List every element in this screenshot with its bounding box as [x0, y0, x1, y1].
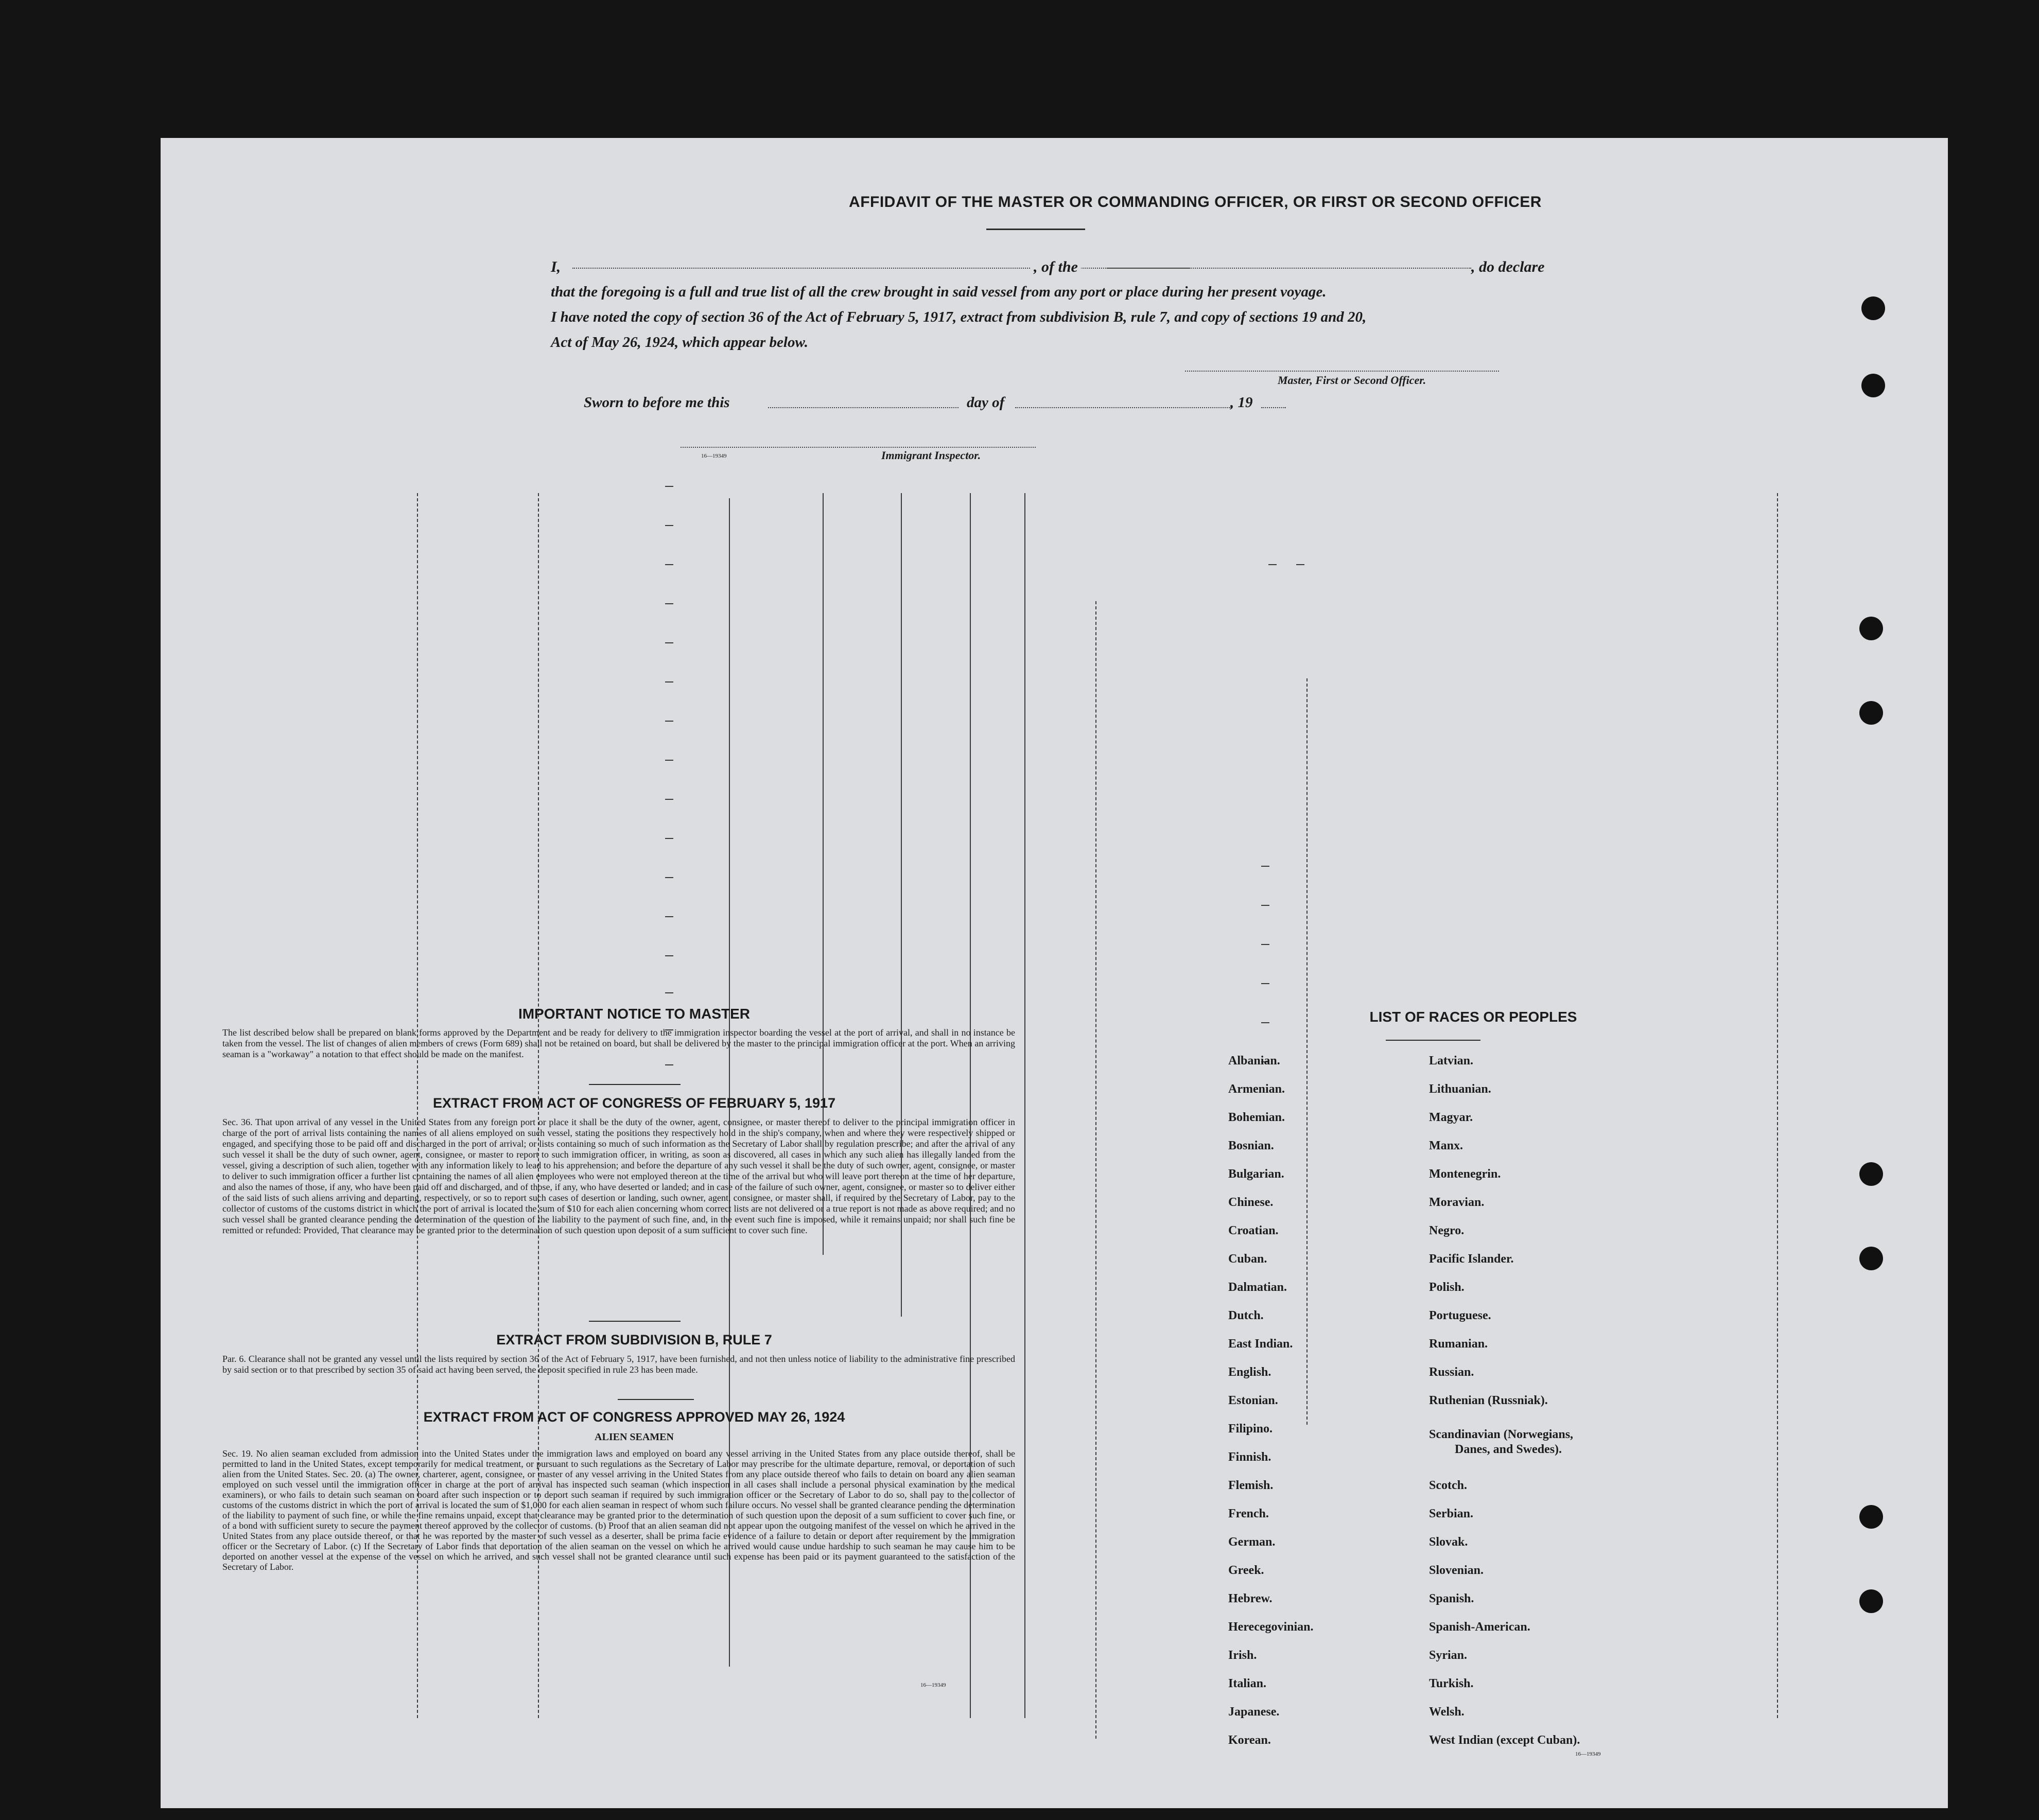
ruling-line — [1306, 678, 1308, 1425]
divider — [1386, 1040, 1480, 1041]
declaration-line-3: Act of May 26, 1924, which appear below. — [551, 334, 808, 351]
punch-hole — [1859, 617, 1883, 640]
race-item: Croatian. — [1228, 1224, 1279, 1237]
race-item: East Indian. — [1228, 1337, 1293, 1351]
form-number-top: 16—19349 — [701, 453, 727, 459]
race-item: Magyar. — [1429, 1111, 1473, 1124]
sworn-label: Sworn to before me this — [584, 394, 730, 411]
tick-mark — [665, 877, 673, 878]
tick-mark — [665, 525, 673, 526]
punch-hole — [1861, 374, 1885, 397]
divider — [589, 1084, 681, 1085]
race-item: Finnish. — [1228, 1450, 1271, 1464]
race-item: Albanian. — [1228, 1054, 1280, 1068]
affidavit-title: AFFIDAVIT OF THE MASTER OR COMMANDING OFFICER, OR FIRST OR SECOND OFFICER — [849, 194, 1542, 211]
tick-mark — [665, 721, 673, 722]
rule7-text: Par. 6. Clearance shall not be granted any vessel until the lists required by section 36 of the Act of February 5, 1917, have been furnished, and not then unless notice of liability to the administrative fine prescribed by said section or to that prescribed by section 35 of said act having been served, the deposit specified in rule 23 has been made. — [222, 1354, 1015, 1375]
race-item: Flemish. — [1228, 1479, 1274, 1492]
punch-hole — [1859, 1162, 1883, 1186]
tick-mark — [665, 681, 673, 682]
alien-seamen-subtitle: ALIEN SEAMEN — [595, 1431, 674, 1443]
race-item: Ruthenian (Russniak). — [1429, 1394, 1548, 1407]
race-item: Serbian. — [1429, 1507, 1474, 1520]
race-item: Slovenian. — [1429, 1564, 1484, 1577]
tick-mark — [1261, 983, 1269, 984]
race-item: Japanese. — [1228, 1705, 1280, 1719]
declarant-name-field[interactable] — [572, 268, 1190, 269]
race-item: English. — [1228, 1366, 1271, 1379]
tick-mark — [1261, 905, 1269, 906]
race-item: Spanish. — [1429, 1592, 1474, 1605]
sworn-year-field[interactable] — [1261, 407, 1286, 408]
year-label: , 19 — [1230, 394, 1253, 411]
document-page — [161, 138, 1948, 1808]
declaration-line-2: I have noted the copy of section 36 of the Act of February 5, 1917, extract from subdivision B, rule 7, and copy of sections 19 and 20, — [551, 309, 1367, 325]
tick-mark — [665, 1064, 673, 1065]
rule7-title: EXTRACT FROM SUBDIVISION B, RULE 7 — [496, 1332, 772, 1347]
race-item: Filipino. — [1228, 1422, 1273, 1436]
race-item: Irish. — [1228, 1649, 1257, 1662]
tick-mark — [1296, 564, 1304, 565]
race-item: Bulgarian. — [1228, 1167, 1284, 1181]
race-item: French. — [1228, 1507, 1269, 1520]
tick-mark — [1261, 866, 1269, 867]
tick-mark — [665, 603, 673, 604]
race-item: Turkish. — [1429, 1677, 1474, 1690]
race-item: Dutch. — [1228, 1309, 1264, 1322]
race-item: Pacific Islander. — [1429, 1252, 1514, 1266]
race-item: Bosnian. — [1228, 1139, 1274, 1152]
extract-1917-text: Sec. 36. That upon arrival of any vessel in the United States from any foreign port or place it shall be the duty of the owner, agent, consignee, or master thereof to deliver to the principal immigration officer in charge of the port of arrival lists containing the names of all aliens employed on such vessel, stating the positions they respectively hold in the ship's company, when and where they were respectively shipped or engaged, and specifying those to be paid off and discharged in the port of arrival; or lists containing so much of such information as the Secretary of Labor shall by regulation prescribe; and after the arrival of any such vessel it shall be the duty of such owner, agent, consignee, or master to report to such immigration officer, in writing, as soon as discovered, all cases in which any such alien has illegally landed from the vessel, giving a description of such alien, together with any information likely to lead to his apprehension; and before the departure of any such vessel it shall be the duty of such owner, agent, consignee, or master to deliver to such immigration officer a further list containing the names of all alien employees who were not employed thereon at the time of the arrival but who will leave port thereon at the time of her departure, and also the names of those, if any, who have been paid off and discharged, and of those, if any, who have deserted or landed; and in case of the failure of such owner, agent, consignee, or master so to deliver either of the said lists of such aliens arriving and departing, respectively, or so to report such cases of desertion or landing, such owner, agent, consignee, or master shall, if required by the Secretary of Labor, pay to the collector of customs of the customs district in which the port of arrival is located the sum of $10 for each alien concerning whom correct lists are not delivered or a true report is not made as above required; and no such vessel shall be granted clearance pending the determination of the question of the liability to the payment of such fine, and, in the event such fine is imposed, while it remains unpaid; nor shall such fine be remitted or refunded: Provided, That clearance may be granted prior to the determination of such question upon deposit of a sum sufficient to cover such fine. — [222, 1117, 1015, 1235]
tick-mark — [665, 760, 673, 761]
punch-hole — [1861, 296, 1885, 320]
do-declare-label: , do declare — [1471, 258, 1545, 275]
race-item: Danes, and Swedes). — [1455, 1443, 1562, 1456]
ruling-line — [1777, 493, 1778, 1718]
race-item: Armenian. — [1228, 1082, 1285, 1096]
race-item: Scandinavian (Norwegians, — [1429, 1428, 1574, 1441]
race-item: Italian. — [1228, 1677, 1267, 1690]
extract-1924-text: Sec. 19. No alien seaman excluded from admission into the United States under the immigration laws and employed on board any vessel arriving in the United States from any place outside thereof, shall be permitted to land in the United States, except temporarily for medical treatment, or pursuant to such regulations as the Secretary of Labor may prescribe for the ultimate departure, removal, or deportation of such alien from the United States. Sec. 20. (a) The owner, charterer, agent, consignee, or master of any vessel arriving in the United States from any place outside thereof who fails to detain on board any alien seaman employed on such vessel until the immigration officer in charge at the port of arrival has inspected such seaman (which inspection in all cases shall include a personal physical examination by the medical examiners), or who fails to detain such seaman on board after such inspection or to deport such seaman if required by such immigration officer or the Secretary of Labor to do so, shall pay to the collector of customs of the customs district in which the port of arrival is located the sum of $1,000 for each alien seaman in respect of whom such failure occurs. No vessel shall be granted clearance pending the determination of the liability to payment of such fine, or while the fine remains unpaid, except that clearance may be granted prior to the determination of such question upon the deposit of a sum sufficient to cover such fine, or of a bond with sufficient surety to secure the payment thereof approved by the collector of customs. (b) Proof that an alien seaman did not appear upon the outgoing manifest of the vessel on which he arrived in the United States from any place outside thereof, or that he was reported by the master of such vessel as a deserter, shall be prima facie evidence of a failure to detain or deport after requirement by the immigration officer or the Secretary of Labor. (c) If the Secretary of Labor finds that deportation of the alien seaman on the vessel on which he arrived would cause undue hardship to such seaman he may cause him to be deported on another vessel at the expense of the vessel on which he arrived, and such vessel shall not be granted clearance until such expense has been paid or its payment guaranteed to the satisfaction of the Secretary of Labor. — [222, 1448, 1015, 1572]
punch-hole — [1859, 1589, 1883, 1613]
race-item: Welsh. — [1429, 1705, 1465, 1719]
ruling-line — [1024, 493, 1025, 1718]
form-number-left: 16—19349 — [920, 1682, 946, 1688]
race-item: Scotch. — [1429, 1479, 1467, 1492]
divider — [589, 1321, 681, 1322]
punch-hole — [1859, 1505, 1883, 1529]
races-title: LIST OF RACES OR PEOPLES — [1369, 1009, 1577, 1025]
race-item: Latvian. — [1429, 1054, 1474, 1068]
of-the-label: , of the — [1031, 254, 1081, 279]
divider — [618, 1399, 694, 1400]
extract-1924-title: EXTRACT FROM ACT OF CONGRESS APPROVED MAY 26, 1924 — [423, 1409, 845, 1425]
race-item: Moravian. — [1429, 1196, 1485, 1209]
race-item: Dalmatian. — [1228, 1281, 1287, 1294]
title-underline — [986, 229, 1085, 230]
race-item: Russian. — [1429, 1366, 1474, 1379]
tick-mark — [665, 642, 673, 643]
notice-title: IMPORTANT NOTICE TO MASTER — [518, 1006, 751, 1022]
tick-mark — [1268, 564, 1277, 565]
race-item: Syrian. — [1429, 1649, 1468, 1662]
race-item: Slovak. — [1429, 1535, 1468, 1549]
tick-mark — [665, 564, 673, 565]
race-item: Rumanian. — [1429, 1337, 1488, 1351]
race-item: Portuguese. — [1429, 1309, 1491, 1322]
master-signature-label: Master, First or Second Officer. — [1278, 374, 1426, 387]
race-item: Hebrew. — [1228, 1592, 1273, 1605]
sworn-month-field[interactable] — [1015, 407, 1231, 408]
punch-hole — [1859, 701, 1883, 725]
race-item: German. — [1228, 1535, 1276, 1549]
race-item: Bohemian. — [1228, 1111, 1285, 1124]
race-item: West Indian (except Cuban). — [1429, 1734, 1580, 1747]
tick-mark — [665, 916, 673, 917]
sworn-day-field[interactable] — [768, 407, 958, 408]
race-item: Polish. — [1429, 1281, 1465, 1294]
race-item: Chinese. — [1228, 1196, 1274, 1209]
race-item: Korean. — [1228, 1734, 1271, 1747]
vessel-name-field[interactable] — [1107, 268, 1471, 269]
master-signature-field[interactable] — [1185, 371, 1499, 372]
tick-mark — [665, 992, 673, 993]
punch-hole — [1859, 1247, 1883, 1270]
declarant-prefix: I, — [551, 258, 561, 275]
race-item: Herecegovinian. — [1228, 1620, 1314, 1634]
tick-mark — [665, 799, 673, 800]
inspector-label: Immigrant Inspector. — [881, 449, 981, 462]
tick-mark — [665, 955, 673, 956]
declaration-line-1: that the foregoing is a full and true list of all the crew brought in said vessel from any port or place during her present voyage. — [551, 284, 1327, 300]
race-item: Montenegrin. — [1429, 1167, 1501, 1181]
tick-mark — [1261, 1022, 1269, 1023]
extract-1917-title: EXTRACT FROM ACT OF CONGRESS OF FEBRUARY 5, 1917 — [432, 1095, 836, 1111]
inspector-signature-field[interactable] — [681, 447, 1036, 448]
notice-text: The list described below shall be prepared on blank forms approved by the Department and be ready for delivery to the immigration inspector boarding the vessel at the port of arrival, and shall in no instance be taken from the vessel. The list of changes of alien members of crews (Form 689) shall not be retained on board, but shall be delivered by the master to the principal immigration officer at the port. When an arriving seaman is a "workaway" a notation to that effect should be made on the manifest. — [222, 1027, 1015, 1059]
ruling-line — [1095, 601, 1096, 1739]
day-of-label: day of — [967, 394, 1005, 411]
race-item: Lithuanian. — [1429, 1082, 1491, 1096]
race-item: Negro. — [1429, 1224, 1465, 1237]
tick-mark — [1261, 944, 1269, 945]
race-item: Cuban. — [1228, 1252, 1267, 1266]
race-item: Spanish-American. — [1429, 1620, 1530, 1634]
race-item: Estonian. — [1228, 1394, 1278, 1407]
form-number-right: 16—19349 — [1575, 1751, 1601, 1757]
race-item: Manx. — [1429, 1139, 1463, 1152]
race-item: Greek. — [1228, 1564, 1264, 1577]
tick-mark — [665, 486, 673, 487]
tick-mark — [665, 838, 673, 839]
